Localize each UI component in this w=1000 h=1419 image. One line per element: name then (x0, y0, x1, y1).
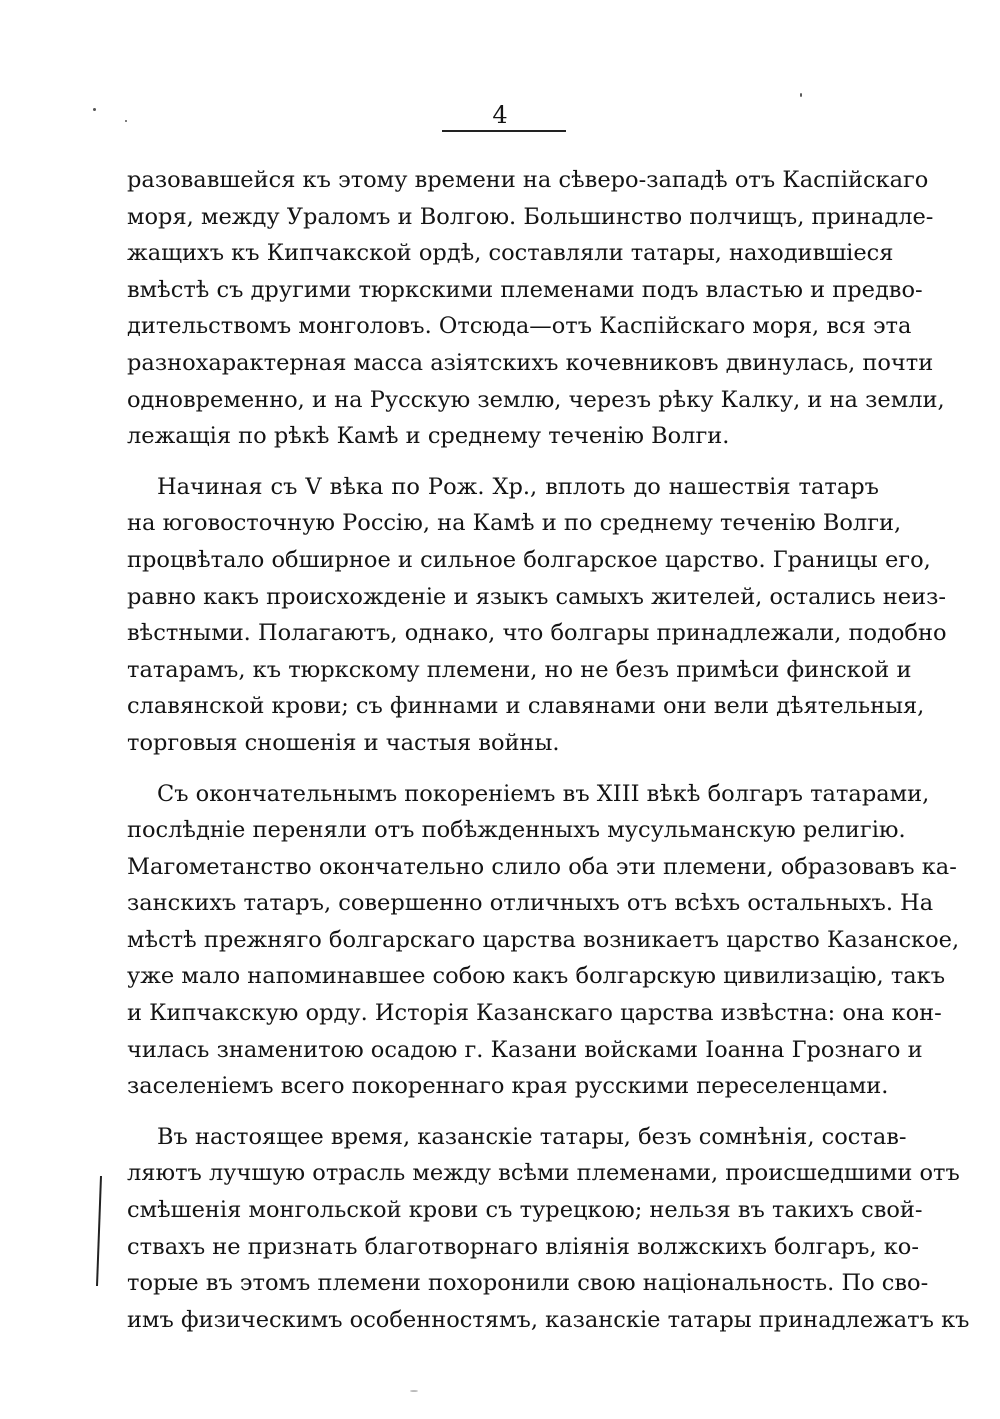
paragraph-4 (127, 1119, 970, 1339)
page-number-rule (442, 130, 566, 132)
text-line: имъ физическимъ особенностямъ, казанскіе татары принадлежатъ къ (127, 1306, 970, 1333)
text-line: дительствомъ монголовъ. Отсюда—отъ Каспійскаго моря, вся эта (127, 313, 912, 340)
text-line: процвѣтало обширное и сильное болгарское царство. Границы его, (127, 546, 931, 573)
text-line: занскихъ татаръ, совершенно отличныхъ отъ всѣхъ остальныхъ. На (127, 890, 934, 917)
scan-speck (410, 1390, 418, 1392)
page-number: 4 (492, 101, 508, 129)
text-line: татарамъ, къ тюркскому племени, но не безъ примѣси финской и (127, 656, 912, 683)
text-line: ствахъ не признать благотворнаго вліянія волжскихъ болгаръ, ко- (127, 1233, 919, 1260)
text-line: разнохарактерная масса азіятскихъ кочевниковъ двинулась, почти (127, 349, 934, 376)
paragraph-1 (127, 162, 945, 455)
text-line: и Кипчакскую орду. Исторія Казанскаго царства извѣстна: она кон- (127, 1000, 942, 1027)
text-line: уже мало напоминавшее собою какъ болгарскую цивилизацію, такъ (127, 963, 946, 990)
text-line: лежащія по рѣкѣ Камѣ и среднему теченію Волги. (127, 423, 730, 450)
text-line: смѣшенія монгольской крови съ турецкою; нельзя въ такихъ свой- (127, 1197, 923, 1224)
text-line: одновременно, и на Русскую землю, черезъ рѣку Калку, и на земли, (127, 386, 945, 413)
text-line: чилась знаменитою осадою г. Казани войсками Іоанна Грознаго и (127, 1036, 923, 1063)
text-line: вѣстными. Полагаютъ, однако, что болгары принадлежали, подобно (127, 620, 947, 647)
text-line: Въ настоящее время, казанскіе татары, безъ сомнѣнія, состав- (157, 1123, 907, 1150)
text-line: торые въ этомъ племени похоронили свою національность. По сво- (127, 1270, 929, 1297)
text-line: заселеніемъ всего покореннаго края русскими переселенцами. (127, 1073, 889, 1100)
margin-pencil-mark (96, 1176, 102, 1286)
text-line: равно какъ происхожденіе и языкъ самыхъ жителей, остались неиз- (127, 583, 946, 610)
scan-speck (93, 108, 96, 111)
text-line: на юговосточную Россію, на Камѣ и по среднему теченію Волги, (127, 510, 902, 537)
text-line: славянской крови; съ финнами и славянами они вели дѣятельныя, (127, 693, 925, 720)
text-line: Съ окончательнымъ покореніемъ въ XIII вѣкѣ болгаръ татарами, (157, 780, 930, 807)
text-line: жащихъ къ Кипчакской ордѣ, составляли татары, находившіеся (127, 240, 894, 267)
text-line: моря, между Ураломъ и Волгою. Большинство полчищъ, принадле- (127, 203, 934, 230)
text-line: вмѣстѣ съ другими тюркскими племенами подъ властью и предво- (127, 276, 923, 303)
body-text (127, 162, 970, 1338)
paragraph-3 (127, 776, 960, 1105)
text-line: мѣстѣ прежняго болгарскаго царства возникаетъ царство Казанское, (127, 926, 960, 953)
scan-speck (800, 93, 802, 97)
paragraph-2 (127, 469, 947, 762)
text-line: разовавшейся къ этому времени на сѣверо-западѣ отъ Каспійскаго (127, 167, 929, 193)
text-line: Магометанство окончательно слило оба эти племени, образовавъ ка- (127, 853, 957, 880)
text-line: послѣдніе переняли отъ побѣжденныхъ мусульманскую религію. (127, 817, 906, 844)
text-line: ляютъ лучшую отрасль между всѣми племенами, происшедшими отъ (127, 1160, 960, 1187)
text-line: Начиная съ V вѣка по Рож. Хр., вплоть до нашествія татаръ (157, 473, 879, 500)
text-line: торговыя сношенія и частыя войны. (127, 729, 560, 756)
scan-speck (125, 120, 127, 122)
